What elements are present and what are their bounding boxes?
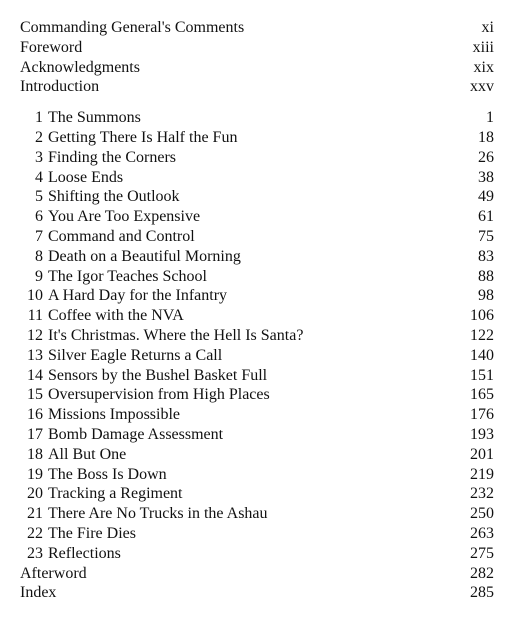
chapter-number: 21 (27, 505, 43, 523)
chapter-entry (20, 187, 494, 207)
chapter-entry (20, 445, 494, 465)
chapter-entry (20, 326, 494, 346)
page-number: xxv (470, 78, 494, 96)
chapter-entry (20, 366, 494, 386)
chapter-entry (20, 524, 494, 544)
chapter-title: Silver Eagle Returns a Call (48, 346, 223, 364)
chapter-label (20, 445, 126, 465)
chapter-title: A Hard Day for the Infantry (48, 287, 228, 305)
chapter-title: Bomb Damage Assessment (48, 425, 224, 443)
chapter-title: Shifting the Outlook (48, 188, 180, 206)
chapter-label (20, 484, 183, 504)
page-number: 285 (470, 584, 494, 602)
front-label (20, 18, 244, 38)
table-of-contents (20, 18, 494, 603)
chapter-title: The Fire Dies (48, 524, 136, 542)
page-number: 165 (470, 386, 494, 404)
front-entry (20, 38, 494, 58)
page-number: 250 (470, 505, 494, 523)
chapter-number: 5 (35, 188, 43, 206)
page-number: xiii (472, 38, 494, 56)
chapter-label (20, 267, 207, 287)
page-number: 232 (470, 485, 494, 503)
chapter-label (20, 207, 200, 227)
chapter-label (20, 187, 180, 207)
front-title: Foreword (20, 38, 83, 56)
chapter-entry (20, 405, 494, 425)
chapter-title: Loose Ends (48, 168, 124, 186)
front-title: Acknowledgments (20, 58, 140, 76)
chapter-number: 6 (35, 208, 43, 226)
chapter-label (20, 465, 167, 485)
chapter-entry (20, 267, 494, 287)
chapter-entry (20, 504, 494, 524)
page-number: 26 (478, 148, 494, 166)
page-number: 18 (478, 128, 494, 146)
chapter-title: You Are Too Expensive (48, 208, 201, 226)
back-title: Index (20, 584, 57, 602)
chapter-label (20, 247, 241, 267)
page-number: 1 (486, 109, 494, 127)
chapter-title: Oversupervision from High Places (48, 386, 270, 404)
back-matter-list (20, 564, 494, 604)
page-number: xi (481, 19, 494, 36)
chapter-label (20, 385, 270, 405)
chapter-number: 4 (35, 168, 43, 186)
chapter-number: 15 (27, 386, 43, 404)
chapter-title: Tracking a Regiment (48, 485, 183, 503)
chapter-number: 2 (35, 128, 43, 146)
page-number: 140 (470, 346, 494, 364)
chapter-number: 12 (27, 326, 43, 344)
front-label (20, 58, 140, 78)
page-number: xix (473, 58, 494, 76)
chapter-title: Command and Control (48, 227, 195, 245)
chapter-label (20, 128, 237, 148)
chapter-label (20, 108, 141, 128)
chapter-number: 11 (27, 307, 43, 325)
chapter-label (20, 168, 123, 188)
chapter-label (20, 544, 121, 564)
chapter-number: 14 (27, 366, 43, 384)
chapter-entry (20, 207, 494, 227)
chapter-title: The Igor Teaches School (48, 267, 207, 285)
chapter-entry (20, 306, 494, 326)
page-number: 275 (470, 544, 494, 562)
front-entry (20, 58, 494, 78)
chapter-number: 13 (27, 346, 43, 364)
front-matter-list (20, 18, 494, 97)
chapter-list (20, 108, 494, 563)
page-number: 98 (478, 287, 494, 305)
page-number: 38 (478, 168, 494, 186)
page-number: 75 (478, 227, 494, 245)
page-number: 151 (470, 366, 494, 384)
back-label (20, 564, 87, 584)
chapter-label (20, 227, 195, 247)
chapter-number: 10 (27, 287, 43, 305)
page-number: 88 (478, 267, 494, 285)
front-label (20, 77, 99, 97)
chapter-number: 20 (27, 485, 43, 503)
chapter-title: Missions Impossible (48, 406, 181, 424)
chapter-label (20, 326, 303, 346)
chapter-number: 16 (27, 406, 43, 424)
chapter-title: Sensors by the Bushel Basket Full (48, 366, 268, 384)
chapter-title: The Summons (48, 109, 141, 127)
chapter-entry (20, 168, 494, 188)
chapter-entry (20, 425, 494, 445)
back-label (20, 583, 56, 603)
page-number: 106 (470, 307, 494, 325)
chapter-entry (20, 128, 494, 148)
chapter-number: 9 (35, 267, 43, 285)
chapter-label (20, 425, 223, 445)
chapter-entry (20, 247, 494, 267)
page-number: 282 (470, 564, 494, 582)
page-number: 49 (478, 188, 494, 206)
chapter-entry (20, 286, 494, 306)
page-number: 176 (470, 406, 494, 424)
chapter-number: 23 (27, 544, 43, 562)
chapter-label (20, 366, 267, 386)
page-number: 263 (470, 524, 494, 542)
chapter-title: Reflections (48, 544, 121, 562)
chapter-label (20, 148, 176, 168)
page-number: 193 (470, 425, 494, 443)
chapter-number: 17 (27, 425, 43, 443)
chapter-entry (20, 148, 494, 168)
chapter-entry (20, 465, 494, 485)
chapter-number: 19 (27, 465, 43, 483)
chapter-label (20, 286, 227, 306)
page-number: 83 (478, 247, 494, 265)
chapter-entry (20, 484, 494, 504)
chapter-label (20, 306, 184, 326)
chapter-label (20, 346, 222, 366)
back-entry (20, 564, 494, 584)
chapter-label (20, 405, 180, 425)
chapter-title: Coffee with the NVA (48, 307, 184, 325)
chapter-label (20, 504, 268, 524)
chapter-number: 3 (35, 148, 43, 166)
chapter-title: Death on a Beautiful Morning (48, 247, 241, 265)
chapter-title: The Boss Is Down (48, 465, 167, 483)
chapter-title: All But One (48, 445, 127, 463)
chapter-title: There Are No Trucks in the Ashau (48, 505, 268, 523)
front-title: Introduction (20, 78, 100, 96)
page-number: 201 (470, 445, 494, 463)
chapter-number: 8 (35, 247, 43, 265)
front-title: Commanding General's Comments (20, 19, 245, 36)
front-label (20, 38, 82, 58)
chapter-entry (20, 346, 494, 366)
chapter-entry (20, 227, 494, 247)
page-number: 219 (470, 465, 494, 483)
page-number: 61 (478, 208, 494, 226)
chapter-entry (20, 385, 494, 405)
chapter-title: Finding the Corners (48, 148, 176, 166)
back-title: Afterword (20, 564, 87, 582)
chapter-title: It's Christmas. Where the Hell Is Santa? (48, 326, 304, 344)
front-entry (20, 77, 494, 97)
chapter-entry (20, 108, 494, 128)
chapter-number: 22 (27, 524, 43, 542)
chapter-title: Getting There Is Half the Fun (48, 128, 238, 146)
back-entry (20, 583, 494, 603)
front-entry (20, 18, 494, 38)
chapter-number: 18 (27, 445, 43, 463)
chapter-label (20, 524, 136, 544)
page-number: 122 (470, 326, 494, 344)
chapter-entry (20, 544, 494, 564)
section-gap (20, 97, 494, 108)
chapter-number: 1 (35, 109, 43, 127)
chapter-number: 7 (35, 227, 43, 245)
